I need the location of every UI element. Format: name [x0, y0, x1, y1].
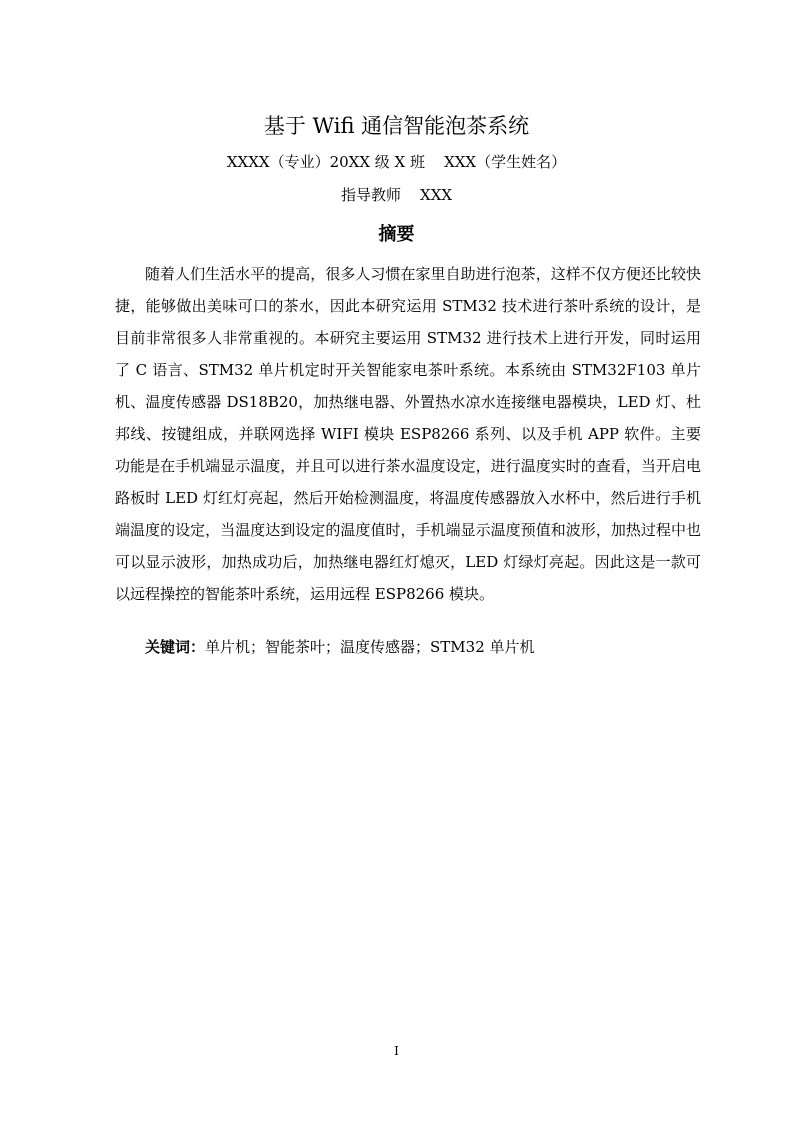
document-title: 基于 Wifi 通信智能泡茶系统	[263, 114, 530, 138]
abstract-heading: 摘要	[378, 224, 415, 245]
keywords-line	[145, 634, 705, 660]
keywords-text: 单片机；智能茶叶；温度传感器；STM32 单片机	[205, 638, 535, 656]
page-number: I	[394, 1044, 399, 1058]
keywords-label: 关键词：	[145, 638, 206, 656]
advisor-line: 指导教师 XXX	[340, 186, 453, 204]
author-line: XXXX（专业）20XX 级 X 班 XXX（学生姓名）	[226, 153, 567, 171]
abstract-body: 随着人们生活水平的提高，很多人习惯在家里自助进行泡茶，这样不仅方便还比较快捷，能够做出美味可口的茶水，因此本研究运用 STM32 技术进行茶叶系统的设计，是目前非常很多人非常重视的。本研究主要运用 STM32 进行技术上进行开发，同时运用了 C 语言、STM32 单片机定时开关智能家电茶叶系统。本系统由 STM32F103 单片机、温度传感器 DS18B20，加热继电器、外置热水凉水连接继电器模块，LED 灯、杜邦线、按键组成，并联网选择 WIFI 模块 ESP8266 系列、以及手机 APP 软件。主要功能是在手机端显示温度，并且可以进行茶水温度设定，进行温度实时的查看，当开启电路板时 LED 灯红灯亮起，然后开始检测温度，将温度传感器放入水杯中，然后进行手机端温度的设定，当温度达到设定的温度值时，手机端显示温度预值和波形，加热过程中也可以显示波形，加热成功后，加热继电器红灯熄灭，LED 灯绿灯亮起。因此这是一款可以远程操控的智能茶叶系统，运用远程 ESP8266 模块。	[115, 265, 701, 603]
